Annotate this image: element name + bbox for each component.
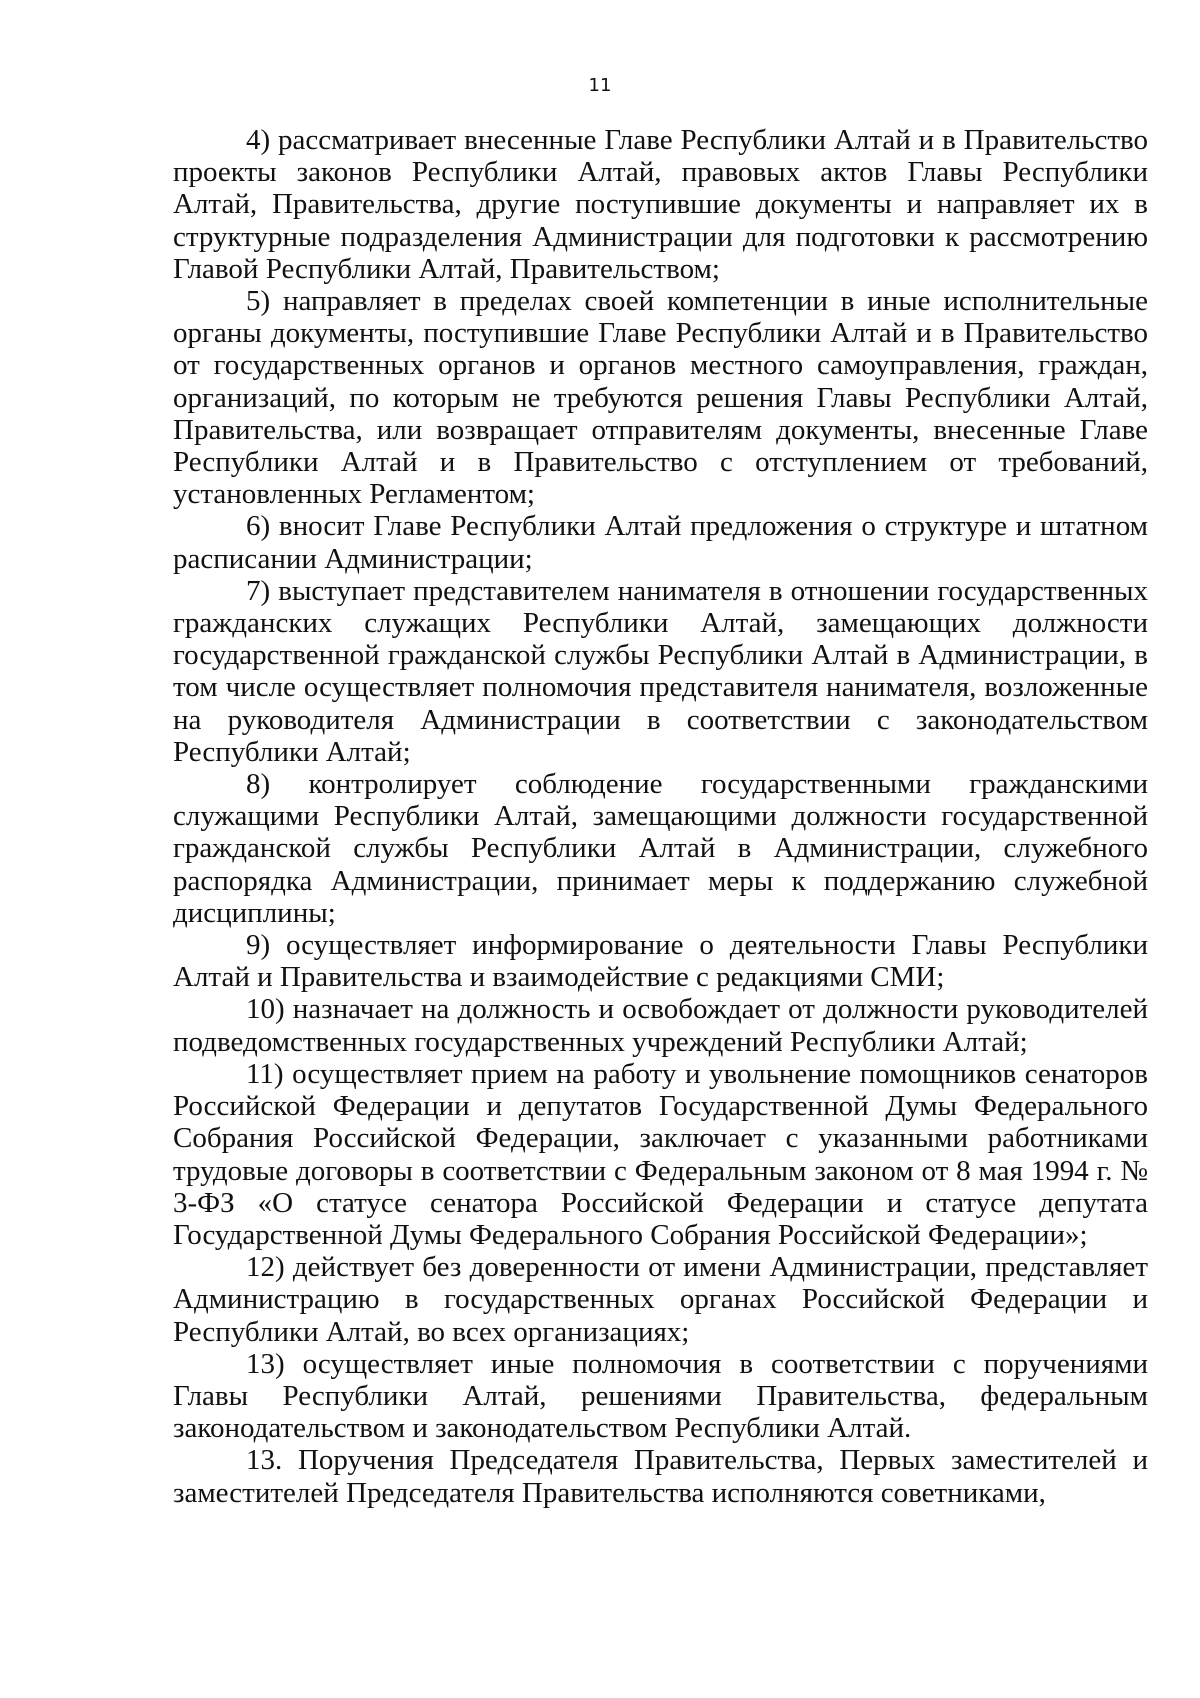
paragraph-section-13: 13. Поручения Председателя Правительства, Первых заместителей и заместителей Председателя Правительства исполняются советниками, <box>173 1444 1148 1509</box>
paragraph-item-13: 13) осуществляет иные полномочия в соответствии с поручениями Главы Республики Алтай, решениями Правительства, федеральным законодательством и законодательством Республики Алтай. <box>173 1347 1148 1445</box>
paragraph-item-7: 7) выступает представителем нанимателя в отношении государственных гражданских служащих Республики Алтай, замещающих должности государственной гражданской службы Республики Алтай в Администрации, в том числе осуществляет полномочия представителя нанимателя, возложенные на руководителя Администрации в соответствии с законодательством Республики Алтай; <box>173 574 1148 768</box>
paragraph-item-4: 4) рассматривает внесенные Главе Республики Алтай и в Правительство проекты законов Республики Алтай, правовых актов Главы Республики Алтай, Правительства, другие поступившие документы и направляет их в структурные подразделения Администрации для подготовки к рассмотрению Главой Республики Алтай, Правительством; <box>173 124 1148 285</box>
document-body <box>173 124 1148 1509</box>
page-number: 11 <box>588 75 612 96</box>
paragraph-item-8: 8) контролирует соблюдение государственными гражданскими служащими Республики Алтай, замещающими должности государственной гражданской службы Республики Алтай в Администрации, служебного распорядка Администрации, принимает меры к поддержанию служебной дисциплины; <box>173 768 1148 929</box>
paragraph-item-5: 5) направляет в пределах своей компетенции в иные исполнительные органы документы, поступившие Главе Республики Алтай и в Правительство от государственных органов и органов местного самоуправления, граждан, организаций, по которым не требуются решения Главы Республики Алтай, Правительства, или возвращает отправителям документы, внесенные Главе Республики Алтай и в Правительство с отступлением от требований, установленных Регламентом; <box>173 285 1148 511</box>
paragraph-item-11: 11) осуществляет прием на работу и увольнение помощников сенаторов Российской Федерации и депутатов Государственной Думы Федерального Собрания Российской Федерации, заключает с указанными работниками трудовые договоры в соответствии с Федеральным законом от 8 мая 1994 г. № 3-ФЗ «О статусе сенатора Российской Федерации и статусе депутата Государственной Думы Федерального Собрания Российской Федерации»; <box>173 1057 1148 1251</box>
paragraph-item-9: 9) осуществляет информирование о деятельности Главы Республики Алтай и Правительства и взаимодействие с редакциями СМИ; <box>173 929 1148 994</box>
paragraph-item-12: 12) действует без доверенности от имени Администрации, представляет Администрацию в государственных органах Российской Федерации и Республики Алтай, во всех организациях; <box>173 1251 1148 1348</box>
paragraph-item-6: 6) вносит Главе Республики Алтай предложения о структуре и штатном расписании Администрации; <box>173 510 1148 575</box>
paragraph-item-10: 10) назначает на должность и освобождает от должности руководителей подведомственных государственных учреждений Республики Алтай; <box>173 993 1148 1058</box>
